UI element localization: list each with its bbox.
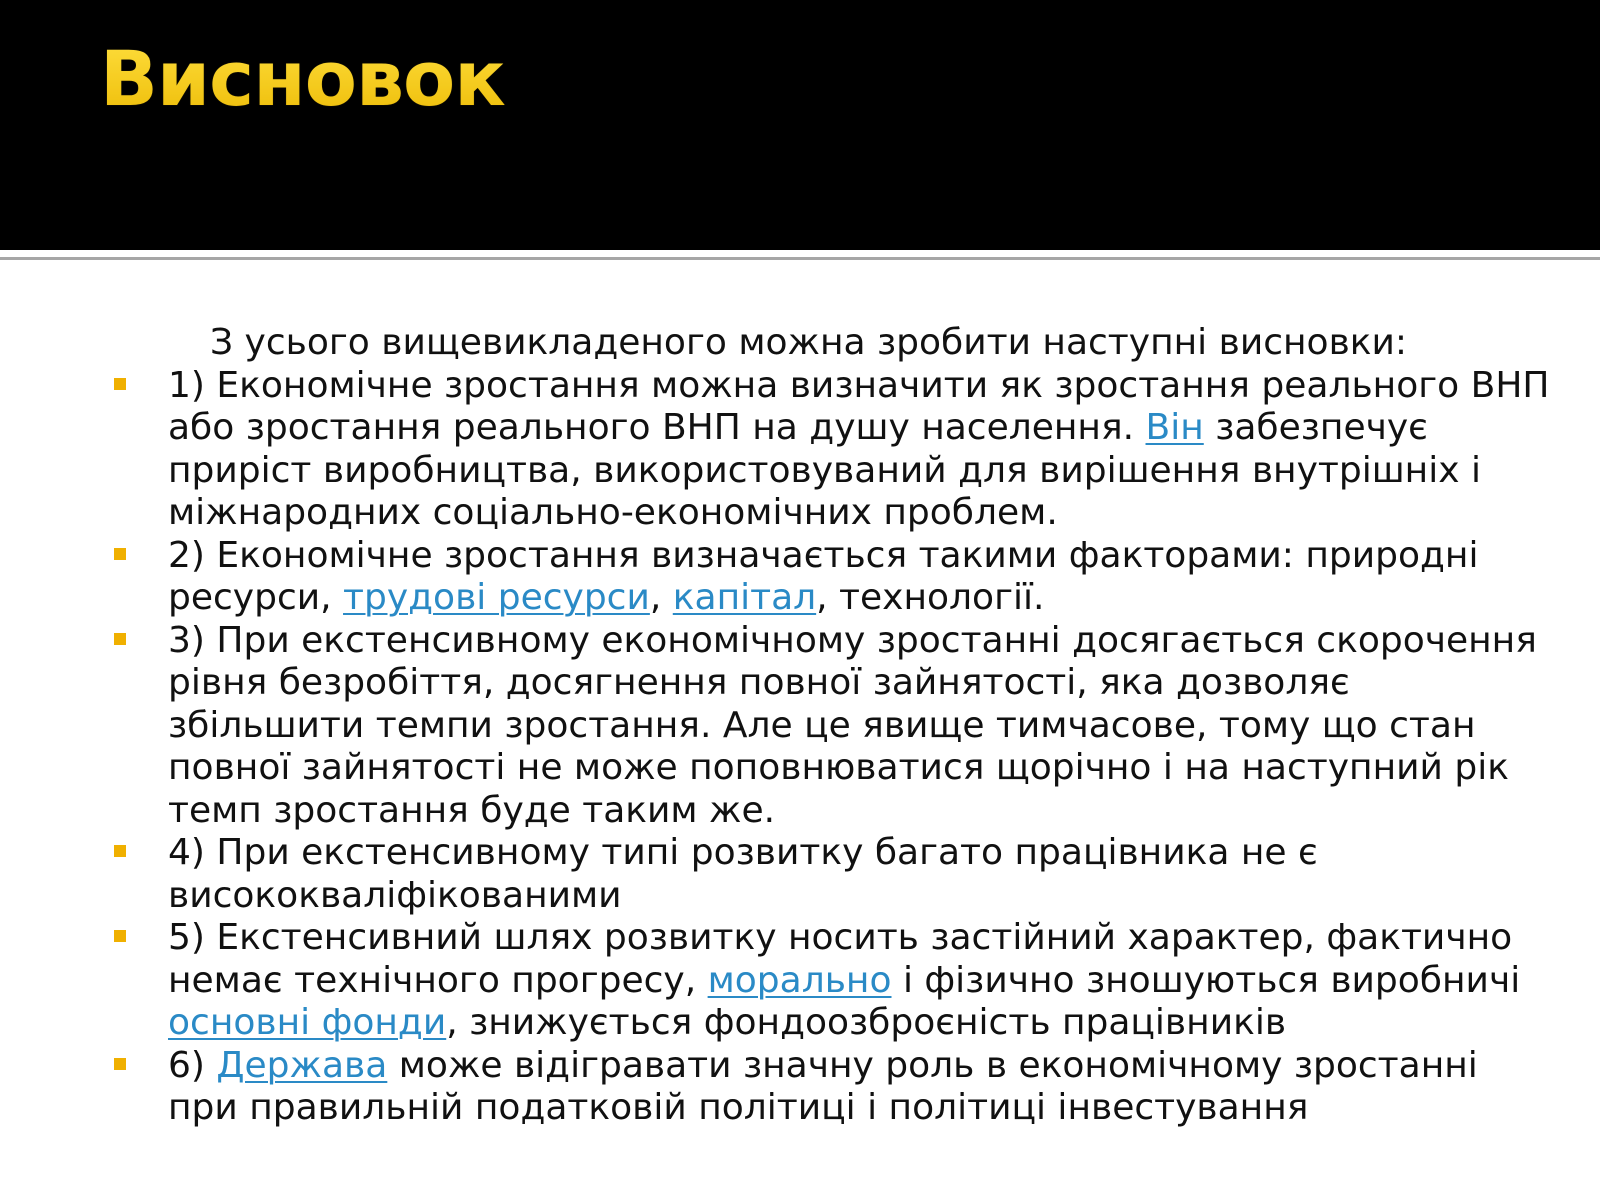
conclusion-list <box>110 365 1550 1130</box>
list-item-3 <box>110 620 1550 833</box>
list-item-6 <box>110 1045 1550 1130</box>
title-band <box>0 0 1600 250</box>
square-bullet-icon <box>114 930 126 942</box>
square-bullet-icon <box>114 1058 126 1070</box>
text-segment: може відігравати значну роль в економічному зростанні при правильній податковій політиці і політиці інвестування <box>168 1044 1478 1128</box>
link-vin[interactable]: Він <box>1145 407 1204 448</box>
intro-text: З усього вищевикладеного можна зробити наступні висновки: <box>210 322 1408 363</box>
text-segment: 2) Економічне зростання визначається такими факторами: природні ресурси, <box>168 534 1479 618</box>
title-divider-gray <box>0 257 1600 260</box>
square-bullet-icon <box>114 548 126 560</box>
square-bullet-icon <box>114 633 126 645</box>
text-segment: забезпечує приріст виробництва, використовуваний для вирішення внутрішніх і міжнародних соціально-економічних проблем. <box>168 407 1481 533</box>
text-segment: 1) Економічне зростання можна визначити як зростання реального ВНП або зростання реального ВНП на душу населення. <box>168 364 1550 448</box>
text-segment: , <box>649 577 673 618</box>
text-segment: , технології. <box>816 577 1045 618</box>
link-kapital[interactable]: капітал <box>672 577 817 618</box>
text-segment: 3) При екстенсивному економічному зростанні досягається скорочення рівня безробіття, досягнення повної зайнятості, яка дозволяє збільшити темпи зростання. Але це явище тимчасове, тому що стан повної зайнятості не може поповнюватися щорічно і на наступний рік темп зростання буде таким же. <box>168 619 1537 831</box>
link-moralno[interactable]: морально <box>707 959 892 1001</box>
text-segment: , знижується фондоозброєність працівників <box>446 1002 1287 1043</box>
list-item-1 <box>110 365 1550 535</box>
list-item-4 <box>110 832 1550 917</box>
content-area <box>110 322 1550 1130</box>
link-derzhava[interactable]: Держава <box>216 1044 388 1086</box>
text-segment: 5) Екстенсивний шлях розвитку носить застійний характер, фактично немає технічного прогресу, <box>168 917 1513 1001</box>
list-item-5 <box>110 917 1550 1045</box>
square-bullet-icon <box>114 378 126 390</box>
link-osnovni-fondy[interactable]: основні фонди <box>168 1002 447 1043</box>
link-trudovi-resursy[interactable]: трудові ресурси <box>343 577 650 618</box>
square-bullet-icon <box>114 845 126 857</box>
title-divider-white <box>0 250 1600 257</box>
list-item-2 <box>110 535 1550 620</box>
text-segment: і фізично зношуються виробничі <box>891 959 1521 1001</box>
text-segment: 6) <box>168 1044 217 1086</box>
text-segment: 4) При екстенсивному типі розвитку багато працівника не є висококваліфікованими <box>168 832 1318 916</box>
slide-title: Висновок <box>100 34 505 123</box>
